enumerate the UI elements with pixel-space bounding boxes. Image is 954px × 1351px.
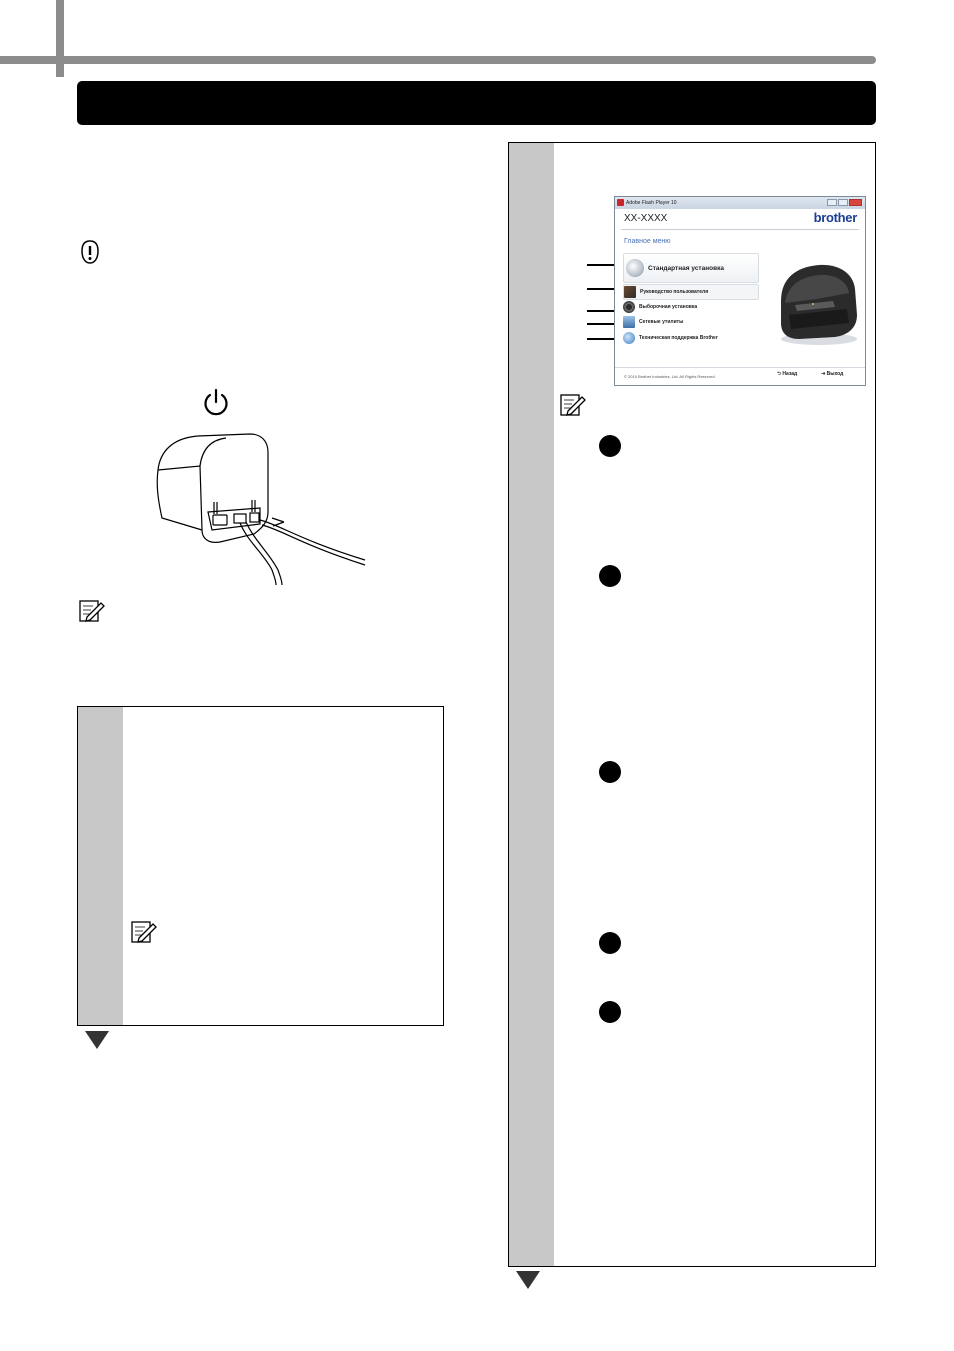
header-divider — [621, 229, 859, 230]
menu-item-label: Руководство пользователя — [640, 289, 709, 295]
step-number-column — [509, 143, 554, 1266]
footer-divider — [615, 367, 865, 368]
brother-logo: brother — [813, 210, 857, 225]
support-icon — [623, 332, 635, 344]
menu-item-user-guide[interactable] — [623, 284, 759, 300]
main-menu-title: Главное меню — [624, 238, 671, 245]
page-edge-vertical-rule — [56, 0, 64, 77]
window-title: Adobe Flash Player 10 — [626, 200, 677, 206]
cd-install-icon — [626, 259, 644, 277]
flash-player-icon — [617, 199, 624, 206]
exit-button[interactable] — [821, 371, 843, 377]
menu-item-network-utilities[interactable] — [623, 315, 683, 329]
network-utility-icon — [623, 316, 635, 328]
memo-pencil-icon — [79, 600, 105, 622]
label-printer-photo — [773, 253, 861, 353]
menu-item-label: Выборочная установка — [639, 304, 698, 310]
printer-rear-connection-illustration — [150, 430, 375, 585]
menu-item-label: Стандартная установка — [648, 264, 724, 272]
list-bullet — [599, 932, 621, 954]
list-bullet — [599, 1001, 621, 1023]
step-box-left — [77, 706, 444, 1026]
page-edge-horizontal-rule — [0, 56, 876, 64]
back-arrow-icon: ⮌ — [777, 371, 783, 377]
back-label: Назад — [782, 371, 798, 377]
memo-pencil-icon — [560, 394, 586, 416]
down-triangle-icon — [516, 1271, 540, 1289]
copyright-notice: © 2010 Brother Industries, Ltd. All Rights Reserved. — [624, 374, 716, 379]
window-titlebar — [615, 197, 865, 209]
exit-door-icon: ⇥ — [821, 371, 827, 377]
maximize-button[interactable] — [838, 199, 848, 206]
gear-icon — [623, 301, 635, 313]
section-title-bar — [77, 81, 876, 125]
menu-item-custom-install[interactable] — [623, 300, 697, 314]
menu-item-label: Сетевые утилиты — [639, 319, 684, 325]
menu-item-label: Техническая поддержка Brother — [639, 335, 718, 341]
exclamation-icon — [80, 240, 100, 264]
installer-window-screenshot — [614, 196, 866, 386]
minimize-button[interactable] — [827, 199, 837, 206]
power-icon — [201, 388, 231, 418]
book-icon — [624, 286, 636, 298]
list-bullet — [599, 761, 621, 783]
model-name: XX-XXXX — [624, 213, 668, 224]
down-triangle-icon — [85, 1031, 109, 1049]
list-bullet — [599, 565, 621, 587]
list-bullet — [599, 435, 621, 457]
menu-item-support[interactable] — [623, 331, 718, 345]
menu-item-standard-install[interactable] — [623, 253, 759, 283]
step-number-column — [78, 707, 123, 1025]
exit-label: Выход — [826, 371, 844, 377]
close-button[interactable] — [849, 199, 862, 206]
memo-pencil-icon — [131, 921, 157, 943]
back-button[interactable] — [777, 371, 797, 379]
